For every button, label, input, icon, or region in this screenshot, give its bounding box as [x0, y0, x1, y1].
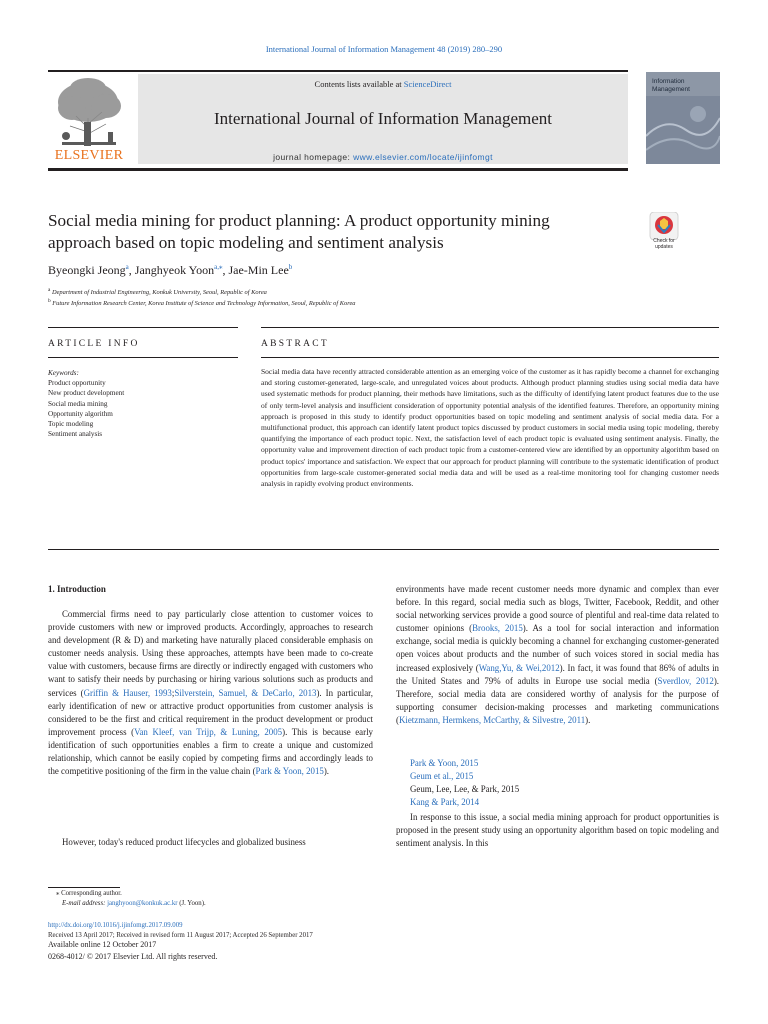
doi-link[interactable] [48, 921, 183, 931]
citation-link[interactable]: Sverdlov, 2012 [657, 675, 714, 686]
body-text: ; [171, 687, 175, 698]
affiliation-b [48, 298, 355, 307]
intro-paragraph-1 [48, 608, 373, 778]
cover-title: Information Management [652, 78, 690, 93]
affiliation-text: Department of Industrial Engineering, Konkuk University, Seoul, Republic of Korea [50, 289, 267, 297]
keyword-item: Product opportunity [48, 379, 106, 388]
citation-link[interactable]: Kietzmann, Hermkens, McCarthy, & Silvestre, 2011 [398, 714, 586, 725]
intro-column-2-paragraph-2: In response to this issue, a social media mining approach for product opportunities is proposed in the present study using an opportunity algorithm based on topic modeling and sentiment analysis. In this [396, 812, 719, 849]
article-info-top-rule [48, 327, 238, 328]
elsevier-logo [48, 72, 130, 164]
copyright-line: 0268-4012/ © 2017 Elsevier Ltd. All rights reserved. [48, 952, 218, 961]
reference-lines [396, 757, 719, 809]
body-text: Commercial firms need to pay particularly close attention to customer voices to provide customers with new or improved products. Accordingly, approaches to research and development (R & D) and marketing have naturally placed considerable emphasis on customer needs analysis. Using these approaches, attempts have been made to co-create value with customers, because firms are directly or indirectly engaged with customers who want to satisfy their needs by purchasing or hiring various solutions such as products and services ( [48, 609, 373, 698]
body-text: ). In fact, it was found that 86% of adults in the United States and 79% of adults in Europe use social media ( [396, 662, 719, 686]
author-name[interactable]: Janghyeok Yoon [134, 263, 215, 277]
author-separator: , [222, 263, 229, 277]
keywords-label: Keywords: [48, 369, 79, 377]
keyword-item: New product development [48, 389, 125, 398]
article-title [48, 210, 638, 254]
citation-link[interactable]: Griffin & Hauser, 1993 [83, 687, 172, 698]
body-text: environments have made recent customer needs more dynamic and complex than ever before. In this regard, social media such as blogs, Twitter, Facebook, Reddit, and other social networking services provide a good source of plentiful and real-time data related to customer opinions ( [396, 584, 719, 634]
section-heading-introduction: 1. Introduction [48, 584, 106, 594]
received-dates: Received 13 April 2017; Received in revised form 11 August 2017; Accepted 26 September 2017 [48, 932, 313, 939]
affiliation-text: Future Information Research Center, Korea Institute of Science and Technology Information, Seoul, Republic of Korea [50, 300, 356, 308]
masthead-top-rule [48, 70, 628, 72]
body-text: ). This is because early identification of such opportunities enables a firm to create a unique and customized relationship, which cannot be easily copied by competing firms and accordingly leads to the competitive positioning of the firm in the value chain ( [48, 726, 373, 777]
citation-link[interactable]: Brooks, 2015 [472, 623, 523, 634]
author-separator: , [128, 263, 135, 277]
body-text: ). In particular, early identification of new or attractive product opportunities from customer analysis is considered to be the first and critical requirement in the product development or product improvement process ( [48, 687, 373, 737]
journal-banner [138, 74, 628, 164]
citation-link[interactable]: Park & Yoon, 2015 [255, 766, 324, 777]
citation-link[interactable]: Geum et al., 2015 [410, 771, 474, 782]
affiliation-mark: a [48, 287, 51, 293]
citation-link[interactable]: Van Kleef, van Trijp, & Luning, 2005 [134, 726, 283, 737]
author-affil-mark: a,⁎ [214, 263, 223, 271]
author-affil-mark: a [125, 263, 129, 271]
available-online: Available online 12 October 2017 [48, 940, 157, 949]
email-link[interactable]: janghyoon@konkuk.ac.kr [107, 900, 178, 907]
keyword-item: Sentiment analysis [48, 430, 103, 439]
keyword-item: Opportunity algorithm [48, 409, 113, 418]
keyword-item: Social media mining [48, 399, 108, 408]
article-info-heading: ARTICLE INFO [48, 339, 140, 349]
elsevier-wordmark: ELSEVIER [54, 148, 124, 163]
email-label: E-mail address: [62, 900, 108, 907]
citation-link[interactable]: Park & Yoon, 2015 [410, 758, 479, 768]
affiliation-mark: b [48, 298, 51, 304]
abstract-text: Social media data have recently attracted considerable attention as an emerging voice of the customer as it has rapidly become a channel for exchanging and storing customer-generated, large-scale, and unregulated voices about products. Although product planning studies using social media data have used systematic methods for product planning, their methods have limitations, such as the difficulty of identifying latent product features due to the use of only term-level analysis and insufficient consideration of opportunity potential analysis of the identified features. Therefore, an opportunity mining approach is proposed in this study to identify product opportunities based on topic modeling and sentiment analysis of social media data. For a multifunctional product, this approach can identify latent product topics discussed by product customers in social media using topic modeling, thereby quantifying the importance of each product topic. Next, the satisfaction level of each product topic is evaluated using sentiment analysis. Finally, the opportunity value and improvement direction of each product topic from a customer-centered view are identified by an opportunity algorithm based on product topics' importance and satisfaction. We expect that our approach for product planning will contribute to the systematic identification of product opportunities from large-scale customer-generated social media data and will be used as a real-time monitoring tool for changing customer needs analysis in rapidly evolving product environments. [261, 367, 719, 489]
keyword-item: Topic modeling [48, 420, 94, 429]
abstract-top-rule [261, 327, 719, 328]
contents-line [138, 79, 628, 89]
citation-link[interactable]: Kang & Park, 2014 [410, 797, 480, 808]
abstract-heading: ABSTRACT [261, 339, 330, 349]
body-text: ). As a tool for social interaction and information exchange, social media is quickly becoming a channel for exchanging customer-generated open voices about products and the number of such voices stored in social media has increased explosively ( [396, 623, 719, 673]
intro-paragraph-2: However, today's reduced product lifecycles and globalized business [62, 837, 306, 847]
journal-cover-thumbnail[interactable] [646, 72, 720, 164]
author-affil-mark: b [288, 263, 293, 271]
footnote-rule [48, 887, 120, 888]
journal-homepage [138, 152, 628, 162]
sciencedirect-link[interactable]: ScienceDirect [403, 79, 452, 89]
author-name[interactable]: Byeongki Jeong [48, 263, 126, 277]
keywords-block [48, 368, 238, 439]
article-title-line-2: approach based on topic modeling and sentiment analysis [48, 233, 444, 252]
check-for-updates-badge[interactable] [646, 212, 682, 252]
crossmark-icon [646, 212, 682, 240]
journal-title: International Journal of Information Management [214, 109, 552, 128]
author-list [48, 263, 292, 278]
reference-text: Geum, Lee, Lee, & Park, 2015 [410, 784, 520, 795]
article-title-line-1: Social media mining for product planning: A product opportunity mining [48, 211, 550, 230]
article-info-bottom-rule [48, 357, 238, 358]
body-text: ). Therefore, social media data are considered worthy of analysis for the purpose of supporting consumer decision-making processes and marketing communications ( [396, 675, 719, 725]
email-suffix: (J. Yoon). [177, 900, 206, 907]
masthead-bottom-rule [48, 168, 628, 171]
intro-column-2-paragraph [396, 583, 719, 727]
journal-citation[interactable]: International Journal of Information Management 48 (2019) 280–290 [265, 44, 503, 54]
homepage-link[interactable]: www.elsevier.com/locate/ijinfomgt [353, 152, 493, 162]
citation-link[interactable]: Wang,Yu, & Wei,2012 [478, 662, 560, 673]
email-note [62, 899, 206, 909]
citation-link[interactable]: Silverstein, Samuel, & DeCarlo, 2013 [174, 687, 317, 698]
homepage-prefix: journal homepage: [273, 152, 354, 162]
cover-art-icon [646, 96, 720, 164]
affiliation-a [48, 287, 267, 296]
body-text: ). [323, 766, 330, 777]
abstract-bottom-rule [48, 549, 719, 550]
body-text: ). [585, 714, 591, 725]
crossmark-label: Check for updates [653, 238, 675, 250]
doi-text[interactable]: http://dx.doi.org/10.1016/j.ijinfomgt.2017.09.009 [48, 922, 183, 929]
author-name[interactable]: Jae-Min Lee [228, 263, 289, 277]
contents-prefix: Contents lists available at [314, 79, 404, 89]
abstract-mid-rule [261, 357, 719, 358]
corresponding-author-note: ⁎ Corresponding author. [56, 890, 122, 897]
